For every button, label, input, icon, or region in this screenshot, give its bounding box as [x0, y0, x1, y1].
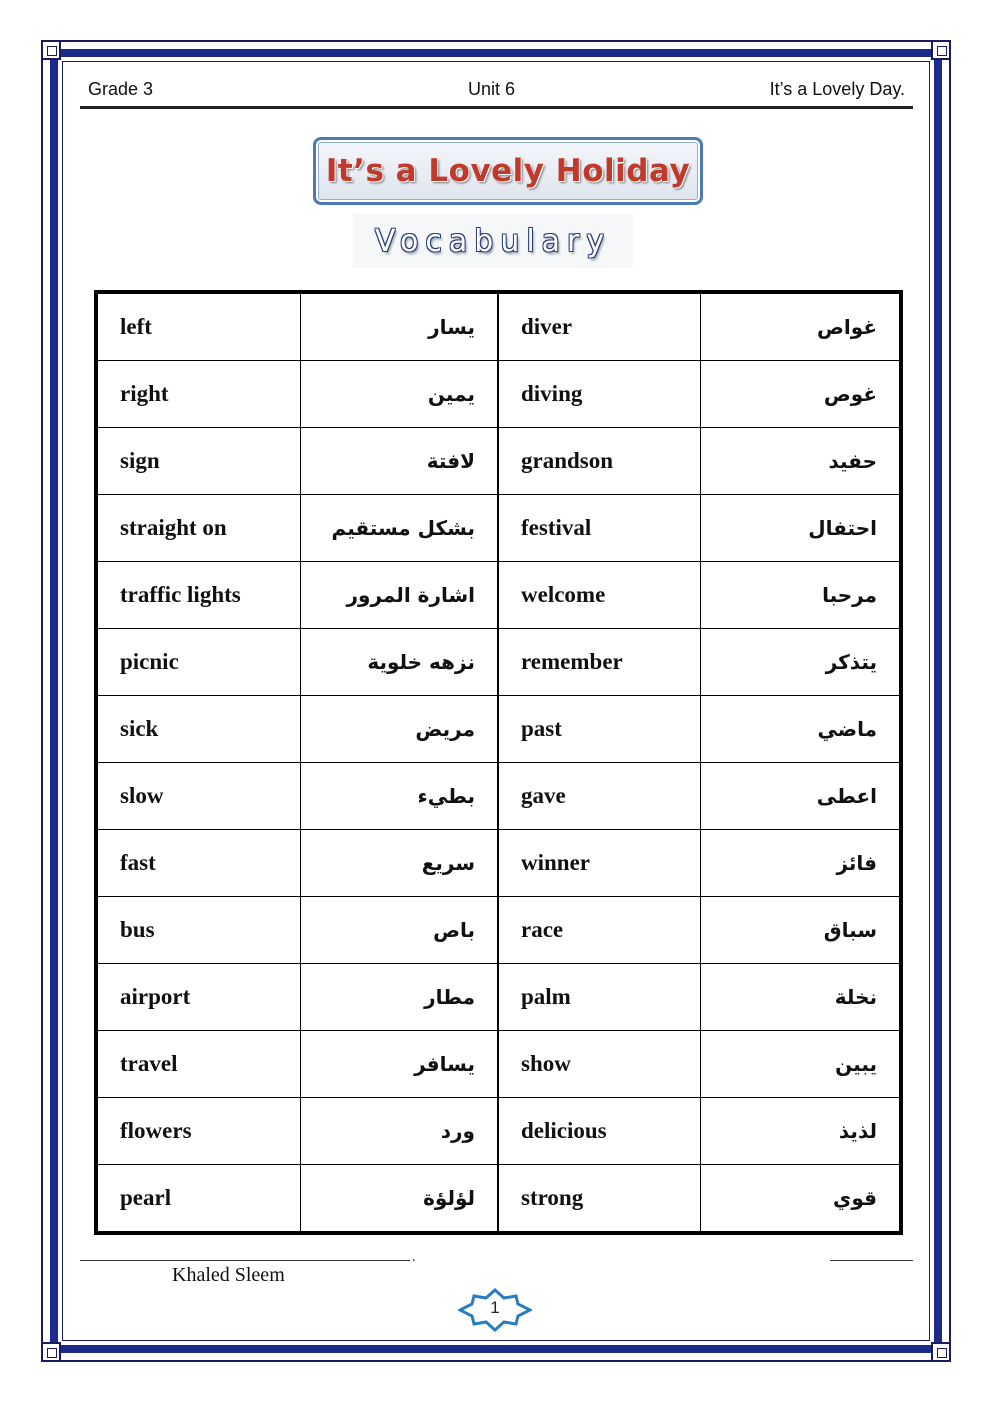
- arabic-translation: يتذكر: [700, 629, 901, 696]
- corner-ornament-bottom-left: [41, 1342, 61, 1362]
- english-word: delicious: [498, 1098, 700, 1165]
- english-word: flowers: [96, 1098, 300, 1165]
- page-title: It’s a Lovely Holiday: [325, 153, 691, 189]
- english-word: remember: [498, 629, 700, 696]
- english-word: fast: [96, 830, 300, 897]
- footer-dot: .: [412, 1250, 416, 1265]
- vocabulary-row: [96, 897, 901, 964]
- arabic-translation: مطار: [300, 964, 498, 1031]
- arabic-translation: مريض: [300, 696, 498, 763]
- arabic-translation: يبين: [700, 1031, 901, 1098]
- english-word: show: [498, 1031, 700, 1098]
- lesson-title: It’s a Lovely Day.: [769, 79, 905, 99]
- english-word: sick: [96, 696, 300, 763]
- author-name: Khaled Sleem: [172, 1264, 285, 1286]
- title-banner: [313, 137, 703, 205]
- english-word: sign: [96, 428, 300, 495]
- arabic-translation: اشارة المرور: [300, 562, 498, 629]
- english-word: straight on: [96, 495, 300, 562]
- arabic-translation: نخلة: [700, 964, 901, 1031]
- english-word: bus: [96, 897, 300, 964]
- arabic-translation: نزهه خلوية: [300, 629, 498, 696]
- subtitle-banner: [353, 214, 633, 268]
- unit-label: Unit 6: [468, 79, 516, 99]
- vocabulary-row: [96, 562, 901, 629]
- english-word: past: [498, 696, 700, 763]
- arabic-translation: ورد: [300, 1098, 498, 1165]
- arabic-translation: لؤلؤة: [300, 1165, 498, 1234]
- page-number-badge: [458, 1288, 532, 1332]
- corner-ornament-top-left: [41, 40, 61, 60]
- page-subtitle: Vocabulary: [374, 223, 612, 259]
- english-word: left: [96, 292, 300, 361]
- vocabulary-row: [96, 830, 901, 897]
- corner-ornament-top-right: [931, 40, 951, 60]
- corner-ornament-bottom-right: [931, 1342, 951, 1362]
- arabic-translation: سباق: [700, 897, 901, 964]
- arabic-translation: ماضي: [700, 696, 901, 763]
- english-word: travel: [96, 1031, 300, 1098]
- arabic-translation: لافتة: [300, 428, 498, 495]
- vocabulary-table-body: [96, 292, 901, 1233]
- arabic-translation: لذيذ: [700, 1098, 901, 1165]
- vocabulary-row: [96, 495, 901, 562]
- english-word: welcome: [498, 562, 700, 629]
- vocabulary-row: [96, 1098, 901, 1165]
- english-word: strong: [498, 1165, 700, 1234]
- english-word: diver: [498, 292, 700, 361]
- vocabulary-row: [96, 696, 901, 763]
- vocabulary-row: [96, 629, 901, 696]
- english-word: right: [96, 361, 300, 428]
- arabic-translation: بطيء: [300, 763, 498, 830]
- arabic-translation: سريع: [300, 830, 498, 897]
- footer-rule-right: [830, 1260, 913, 1261]
- english-word: grandson: [498, 428, 700, 495]
- vocabulary-row: [96, 964, 901, 1031]
- english-word: picnic: [96, 629, 300, 696]
- english-word: palm: [498, 964, 700, 1031]
- english-word: airport: [96, 964, 300, 1031]
- arabic-translation: فائز: [700, 830, 901, 897]
- arabic-translation: قوي: [700, 1165, 901, 1234]
- vocabulary-table: [94, 290, 903, 1235]
- english-word: traffic lights: [96, 562, 300, 629]
- arabic-translation: يسار: [300, 292, 498, 361]
- arabic-translation: مرحبا: [700, 562, 901, 629]
- english-word: slow: [96, 763, 300, 830]
- vocabulary-row: [96, 428, 901, 495]
- page-header: [80, 76, 913, 109]
- arabic-translation: اعطى: [700, 763, 901, 830]
- arabic-translation: يمين: [300, 361, 498, 428]
- vocabulary-row: [96, 292, 901, 361]
- english-word: race: [498, 897, 700, 964]
- vocabulary-row: [96, 1031, 901, 1098]
- grade-label: Grade 3: [88, 79, 154, 99]
- vocabulary-row: [96, 1165, 901, 1234]
- footer-rule-left: [80, 1260, 410, 1261]
- english-word: winner: [498, 830, 700, 897]
- arabic-translation: غواص: [700, 292, 901, 361]
- arabic-translation: حفيد: [700, 428, 901, 495]
- page-number: 1: [490, 1298, 500, 1317]
- vocabulary-row: [96, 763, 901, 830]
- arabic-translation: بشكل مستقيم: [300, 495, 498, 562]
- english-word: diving: [498, 361, 700, 428]
- arabic-translation: احتفال: [700, 495, 901, 562]
- vocabulary-row: [96, 361, 901, 428]
- english-word: gave: [498, 763, 700, 830]
- arabic-translation: يسافر: [300, 1031, 498, 1098]
- arabic-translation: غوص: [700, 361, 901, 428]
- arabic-translation: باص: [300, 897, 498, 964]
- english-word: festival: [498, 495, 700, 562]
- english-word: pearl: [96, 1165, 300, 1234]
